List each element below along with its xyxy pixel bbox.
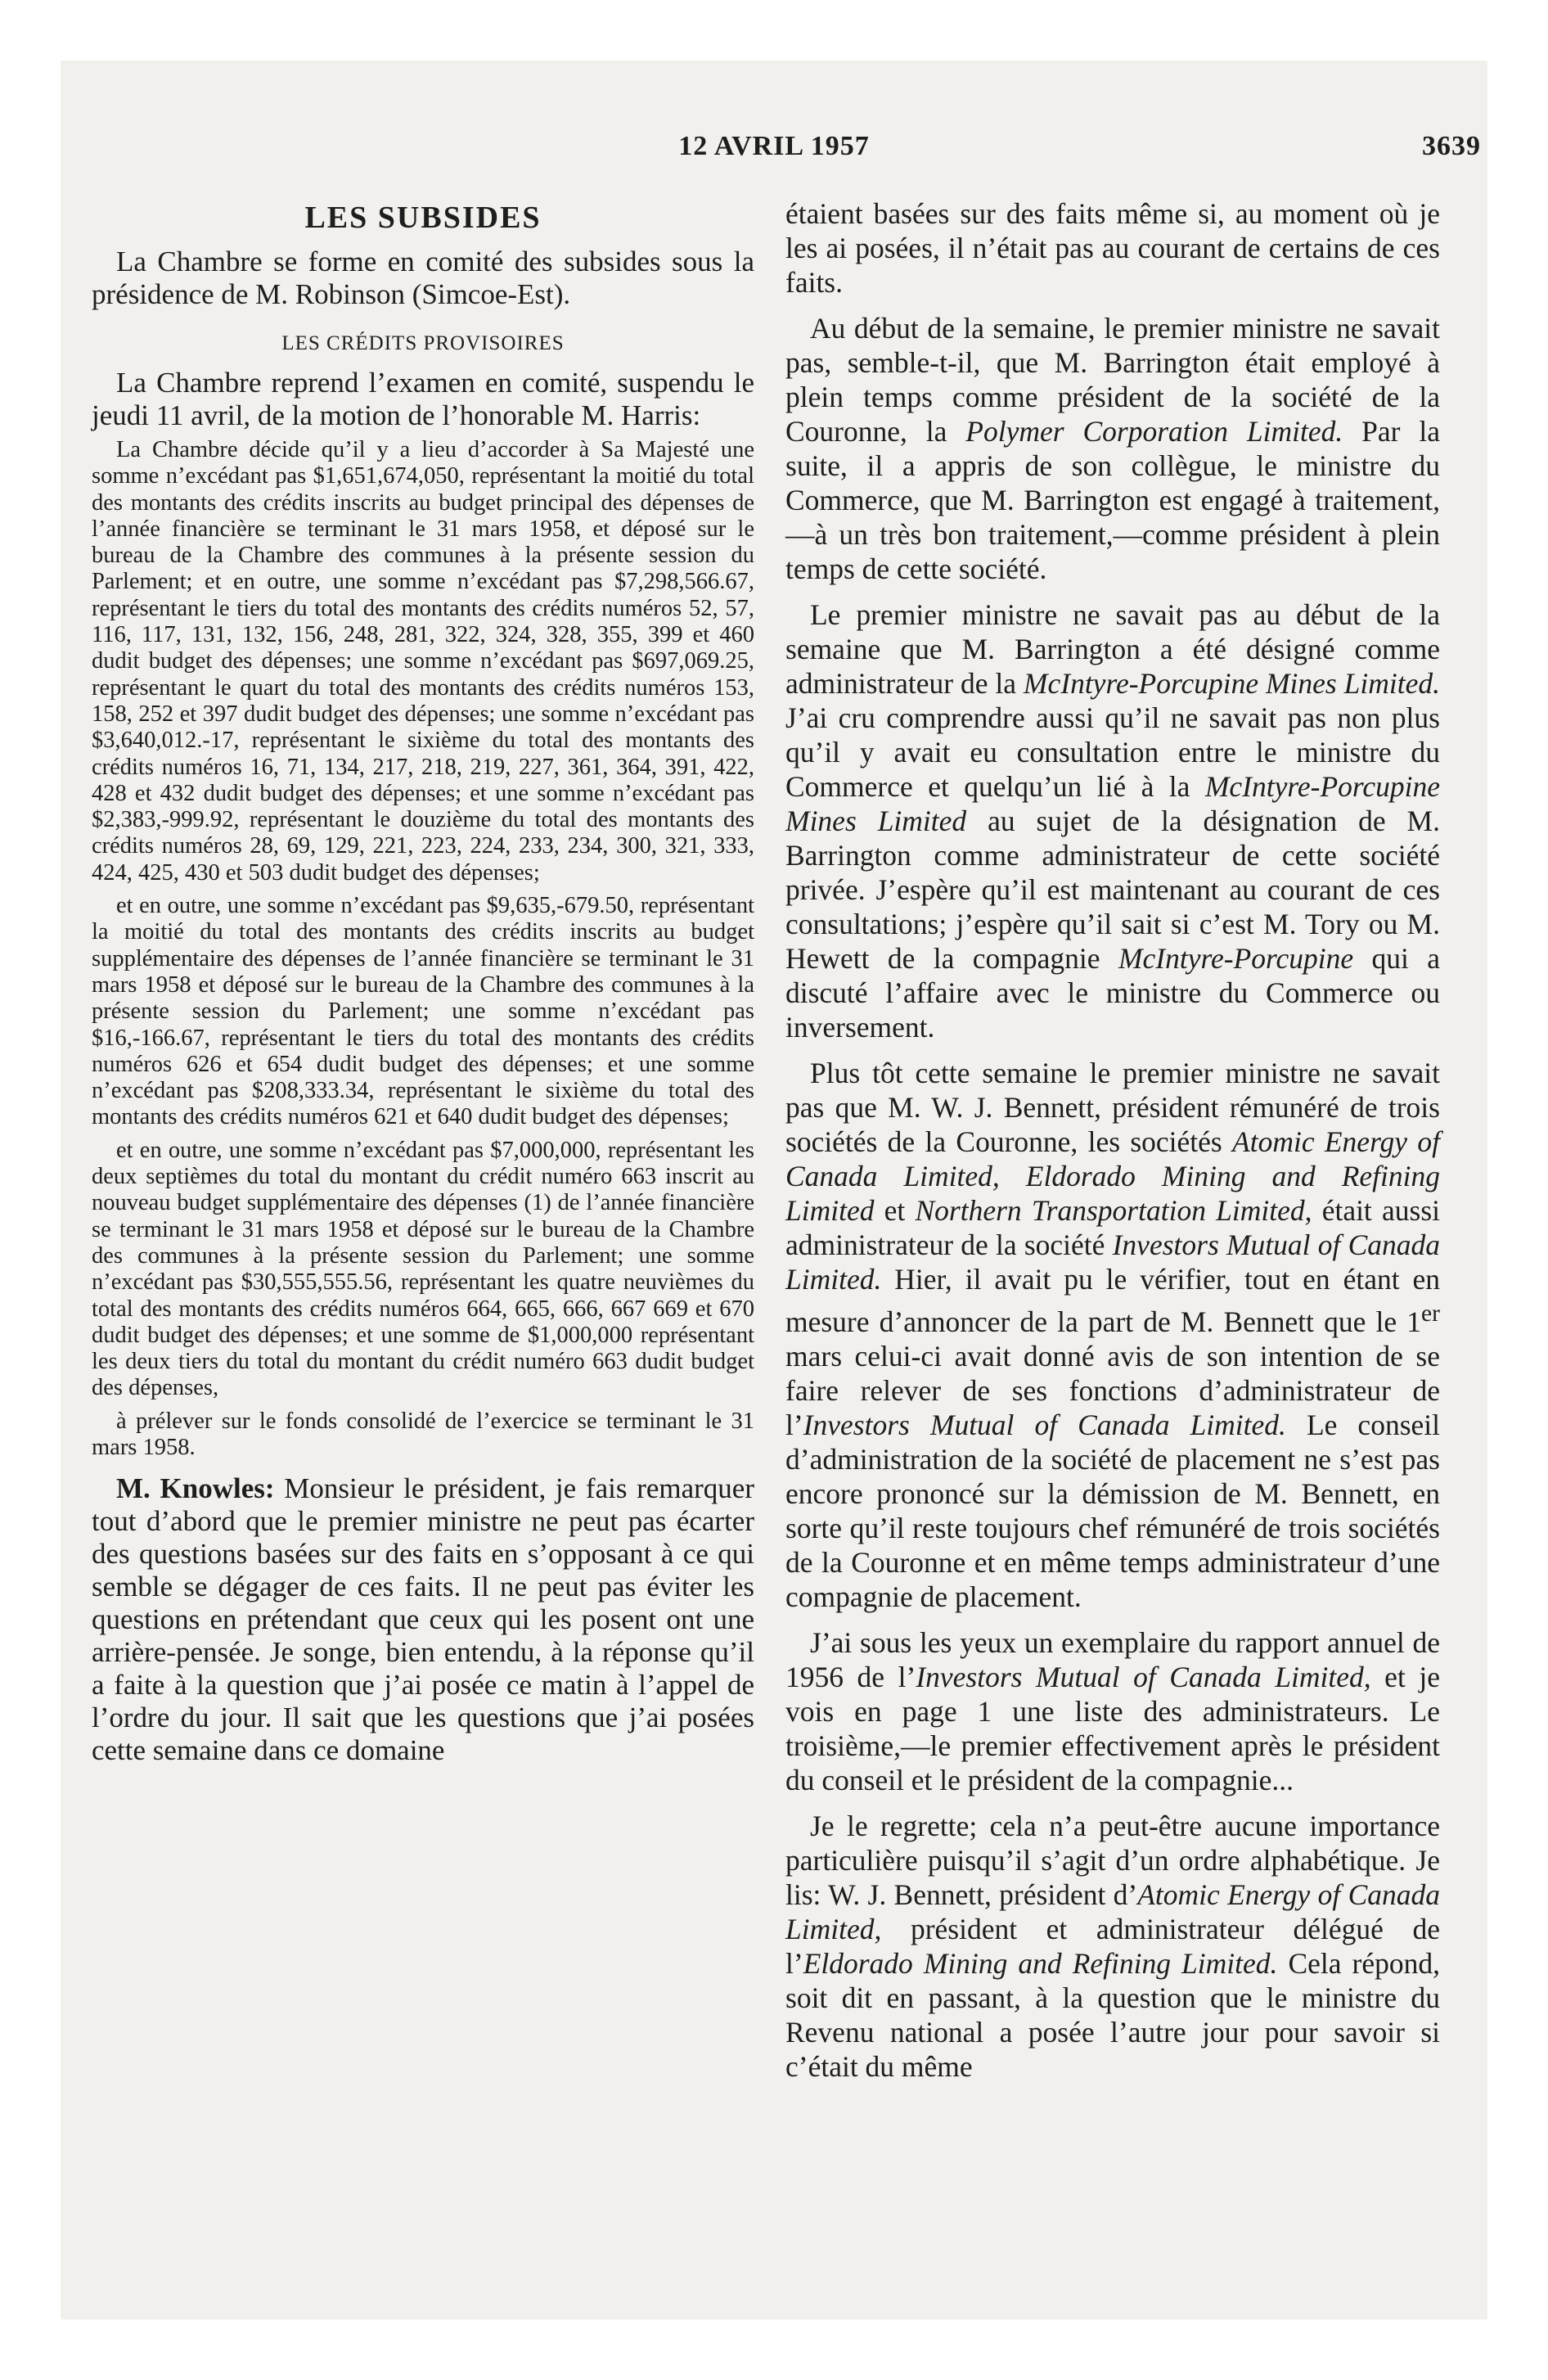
speaker-name: M. Knowles: (116, 1472, 275, 1505)
page-header (0, 131, 1548, 172)
text-run: président et administrateur délégué de l’ (785, 1912, 1440, 1980)
company-name: McIntyre-Porcupine Mines Limited. (1023, 667, 1441, 700)
company-name: Investors Mutual of Canada Limited. (803, 1408, 1286, 1441)
page-date: 12 AVRIL 1957 (678, 131, 870, 161)
paragraph: La Chambre reprend l’examen en comité, suspendu le jeudi 11 avril, de la motion de l’honorable M. Harris: (92, 367, 754, 431)
text-run: Plus tôt cette semaine le premier ministre ne savait pas que M. W. J. Bennett, président rémunéré de trois sociétés de la Couronne, les sociétés (785, 1057, 1440, 1158)
page-number: 3639 (1422, 131, 1481, 161)
company-name: McIntyre-Porcupine Mines Limited (785, 770, 1440, 837)
text-run: Le premier ministre ne savait pas au début de la semaine que M. Barrington a été désigné comme administrateur de la (785, 598, 1440, 700)
company-name: Northern Transportation Limited, (915, 1194, 1312, 1227)
text-run: J’ai cru comprendre aussi qu’il ne savait pas non plus qu’il y avait eu consultation entre le ministre du Commerce et quelqu’un lié à la (785, 701, 1440, 803)
paragraph (785, 1056, 1440, 1614)
company-name: Polymer Corporation Limited. (965, 415, 1343, 448)
paragraph: La Chambre se forme en comité des subsides sous la présidence de M. Robinson (Simcoe-Est). (92, 246, 754, 310)
company-name: McIntyre-Porcupine (1118, 942, 1354, 975)
text-run: Cela répond, soit dit en passant, à la question que le ministre du Revenu national a posée l’autre jour pour savoir si c’était du même (785, 1946, 1440, 2083)
text-run: mars celui-ci avait donné avis de son intention de se faire relever de ses fonctions d’administrateur de l’ (785, 1339, 1440, 1441)
text-run: Le conseil d’administration de la société de placement ne s’est pas encore prononcé sur la démission de M. Bennett, en sorte qu’il reste toujours chef rémunéré de trois sociétés de la Couronne et en même temps administrateur d’une compagnie de placement. (785, 1408, 1440, 1613)
company-name: Investors Mutual of Canada Limited. (785, 1228, 1440, 1296)
left-column (92, 196, 754, 1772)
text-run: Je le regrette; cela n’a peut-être aucune importance particulière puisqu’il s’agit d’un ordre alphabétique. Je lis: W. J. Bennett, président d’ (785, 1809, 1440, 1911)
motion-text: et en outre, une somme n’excédant pas $9,635,-679.50, représentant la moitié du total des montants des crédits inscrits au budget supplémentaire des dépenses de l’année financière se terminant le 31 mars 1958 et déposé sur le bureau de la Chambre des communes à la présente session du Parlement; une somme n’excédant pas $16,-166.67, représentant le tiers du total des montants des crédits numéros 626 et 654 dudit budget des dépenses; et une somme n’excédant pas $208,333.34, représentant le sixième du total des montants des crédits numéros 621 et 640 dudit budget des dépenses; (92, 893, 754, 1130)
motion-text: et en outre, une somme n’excédant pas $7,000,000, représentant les deux septièmes du total du montant du crédit numéro 663 inscrit au nouveau budget supplémentaire des dépenses (1) de l’année financière se terminant le 31 mars 1958 et déposé sur le bureau de la Chambre des communes à la présente session du Parlement; une somme n’excédant pas $30,555,555.56, représentant les quatre neuvièmes du total des montants des crédits numéros 664, 665, 666, 667 669 et 670 dudit budget des dépenses; et une somme de $1,000,000 représentant les deux tiers du total du montant du crédit numéro 663 dudit budget des dépenses, (92, 1137, 754, 1401)
speech-paragraph (92, 1472, 754, 1767)
paragraph (785, 1809, 1440, 2084)
company-name: Atomic Energy of Canada Limited, Eldorado Mining and Refining Limited (785, 1125, 1440, 1227)
paragraph: étaient basées sur des faits même si, au moment où je les ai posées, il n’était pas au courant de certains de ces faits. (785, 197, 1440, 299)
paragraph (785, 1625, 1440, 1797)
text-run: et je vois en page 1 une liste des administrateurs. Le troisième,—le premier effectivement après le président du conseil et le président de la compagnie... (785, 1660, 1440, 1796)
text-run: et (874, 1194, 916, 1227)
text-run: Au début de la semaine, le premier ministre ne savait pas, semble-t-il, que M. Barrington était employé à plein temps comme président de la société de la Couronne, la (785, 312, 1440, 448)
superscript: er (1421, 1300, 1440, 1327)
motion-text: La Chambre décide qu’il y a lieu d’accorder à Sa Majesté une somme n’excédant pas $1,651,674,050, représentant la moitié du total des montants des crédits inscrits au budget principal des dépenses de l’année financière se terminant le 31 mars 1958, et déposé sur le bureau de la Chambre des communes à la présente session du Parlement; et en outre, une somme n’excédant pas $7,298,566.67, représentant le tiers du total des montants des crédits numéros 52, 57, 116, 117, 131, 132, 156, 248, 281, 322, 324, 328, 355, 399 et 460 dudit budget des dépenses; une somme n’excédant pas $697,069.25, représentant le quart du total des montants des crédits numéros 153, 158, 252 et 397 dudit budget des dépenses; une somme n’excédant pas $3,640,012.-17, représentant le sixième du total des montants des crédits numéros 16, 71, 134, 217, 218, 219, 227, 361, 364, 391, 422, 428 et 432 dudit budget des dépenses; et une somme n’excédant pas $2,383,-999.92, représentant le douzième du total des montants des crédits numéros 28, 69, 129, 221, 223, 224, 233, 234, 300, 321, 333, 424, 425, 430 et 503 dudit budget des dépenses; (92, 437, 754, 886)
text-run: J’ai sous les yeux un exemplaire du rapport annuel de 1956 de l’ (785, 1625, 1440, 1693)
speech-text: Monsieur le président, je fais remarquer tout d’abord que le premier ministre ne peut pas écarter des questions basées sur des faits en s’opposant à ce qui semble se dégager de ces faits. Il ne peut pas éviter les questions en prétendant que ceux qui les posent ont une arrière-pensée. Je songe, bien entendu, à la réponse qu’il a faite à la question que j’ai posée ce matin à l’appel de l’ordre du jour. Il sait que les questions que j’ai posées cette semaine dans ce domaine (92, 1472, 754, 1767)
text-run: était aussi administrateur de la société (785, 1194, 1440, 1261)
company-name: Eldorado Mining and Refining Limited. (803, 1946, 1278, 1980)
subsection-heading: LES CRÉDITS PROVISOIRES (281, 332, 565, 354)
motion-text: à prélever sur le fonds consolidé de l’exercice se terminant le 31 mars 1958. (92, 1408, 754, 1460)
text-run: Par la suite, il a appris de son collègue, le ministre du Commerce, que M. Barrington est engagé à traitement,—à un très bon traitement,—comme président à plein temps de cette société. (785, 415, 1440, 585)
paragraph (785, 597, 1440, 1044)
right-column (785, 196, 1440, 2095)
company-name: Investors Mutual of Canada Limited, (916, 1660, 1371, 1693)
text-run: qui a discuté l’affaire avec le ministre du Commerce ou inversement. (785, 942, 1440, 1044)
text-run: au sujet de la désignation de M. Barrington comme administrateur de cette société privée. J’espère qu’il est maintenant au courant de ces consultations; j’espère qu’il sait si c’est M. Tory ou M. Hewett de la compagnie (785, 805, 1441, 975)
paragraph (785, 311, 1440, 586)
text-run: Hier, il avait pu le vérifier, tout en étant en mesure d’annoncer de la part de M. Bennett que le 1 (785, 1263, 1440, 1338)
company-name: Atomic Energy of Canada Limited, (785, 1877, 1440, 1945)
section-heading: LES SUBSIDES (304, 201, 542, 235)
